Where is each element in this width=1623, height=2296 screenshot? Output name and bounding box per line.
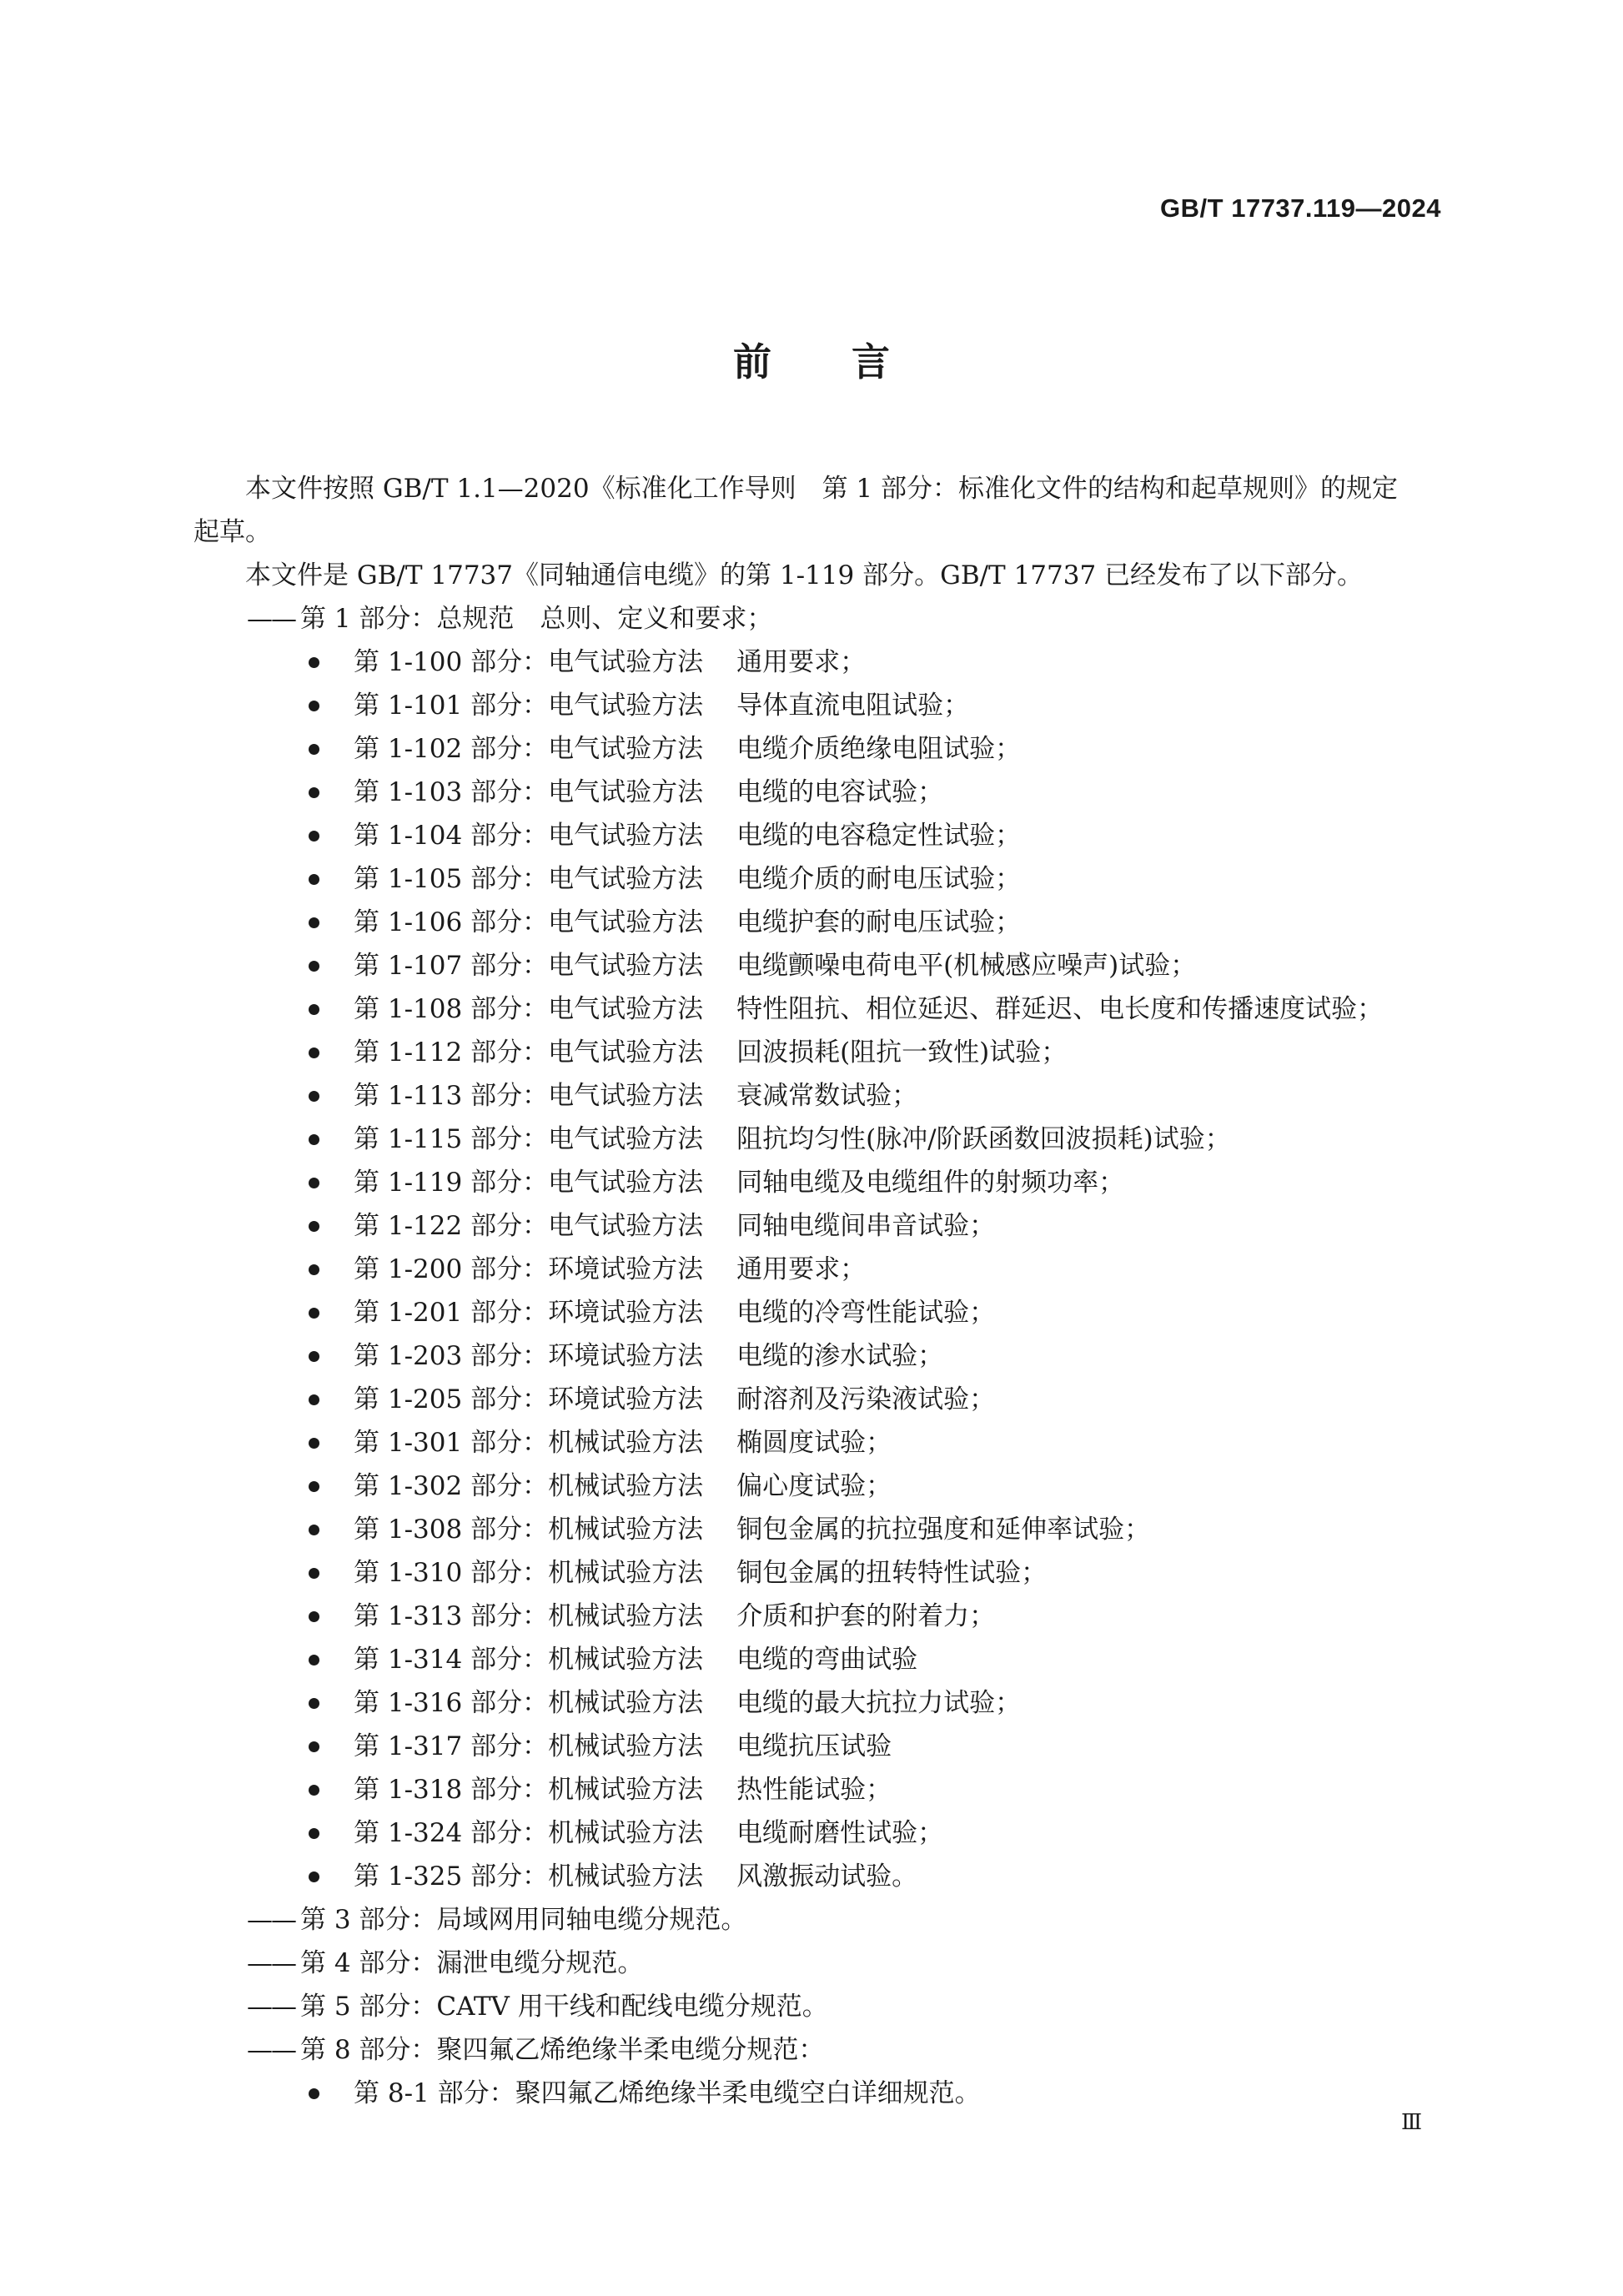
sub-part-title: 第 1-122 部分：电气试验方法 [354, 1211, 704, 1241]
sub-part-topic: 铜包金属的抗拉强度和延伸率试验； [736, 1515, 1151, 1545]
sub-part-item [193, 1725, 1445, 1768]
sub-part-item [193, 987, 1445, 1031]
sub-part-title: 第 1-113 部分：电气试验方法 [354, 1081, 704, 1111]
bullet-icon [309, 1828, 319, 1839]
sub-part-title: 第 1-314 部分：机械试验方法 [354, 1645, 704, 1675]
bullet-icon [309, 1134, 319, 1145]
sub-part-item [193, 771, 1445, 814]
parts-paragraph: 本文件是 GB/T 17737《同轴通信电缆》的第 1-119 部分。GB/T 17737 已经发布了以下部分。 [245, 560, 1364, 590]
intro-paragraph-continuation: 起草。 [193, 517, 271, 547]
bullet-icon [309, 1481, 319, 1492]
sub-part-item [193, 1291, 1445, 1334]
dash-marker: —— [247, 1905, 295, 1935]
bullet-icon [309, 787, 319, 798]
sub-part-title: 第 1-103 部分：电气试验方法 [354, 777, 704, 807]
sub-part-item [193, 1334, 1445, 1378]
sub-part-title: 第 1-325 部分：机械试验方法 [354, 1861, 704, 1892]
sub-part-text [307, 857, 1021, 901]
sub-part-topic: 电缆颤噪电荷电平(机械感应噪声)试验； [736, 951, 1197, 981]
sub-part-text [307, 727, 1021, 771]
sub-part-item [193, 641, 1445, 684]
part-text: 第 3 部分：局域网用同轴电缆分规范。 [300, 1905, 747, 1935]
bullet-icon [309, 1741, 319, 1752]
bullet-icon [309, 1568, 319, 1579]
sub-part-topic: 电缆介质的耐电压试验； [736, 864, 1022, 894]
part-list-item [193, 1942, 1445, 1985]
sub-part-item [193, 944, 1445, 987]
sub-part-title: 第 1-115 部分：电气试验方法 [354, 1124, 704, 1154]
sub-part-title: 第 1-108 部分：电气试验方法 [354, 994, 704, 1024]
dash-marker: —— [247, 604, 295, 634]
sub-part-text [307, 1204, 995, 1248]
bullet-icon [309, 874, 319, 885]
sub-part-topic: 热性能试验； [736, 1775, 892, 1805]
sub-part-item [193, 1855, 1445, 1898]
sub-part-item [193, 1595, 1445, 1638]
part-list-item [193, 597, 1445, 641]
bullet-icon [309, 1785, 319, 1796]
sub-part-item [193, 1161, 1445, 1204]
sub-part-text [307, 1248, 866, 1291]
intro-paragraph-line: 本文件按照 GB/T 1.1—2020《标准化工作导则 第 1 部分：标准化文件的结构和起草规则》的规定 [245, 474, 1398, 504]
sub-part-item [193, 1378, 1445, 1421]
bullet-icon [309, 1351, 319, 1362]
sub-part-item [193, 814, 1445, 857]
sub-part-text [307, 1855, 917, 1898]
sub-part-topic: 铜包金属的扭转特性试验； [736, 1558, 1048, 1588]
dash-marker: —— [247, 2035, 295, 2065]
sub-part-text [307, 987, 1383, 1031]
bullet-icon [309, 1091, 319, 1102]
sub-part-text [307, 1768, 892, 1811]
sub-part-item [193, 727, 1445, 771]
sub-part-item [193, 857, 1445, 901]
sub-part-text [307, 1334, 943, 1378]
sub-part-text [307, 1031, 1067, 1074]
part1-sublist [193, 641, 1445, 1898]
dash-marker: —— [247, 1948, 295, 1978]
sub-part-topic: 电缆介质绝缘电阻试验； [736, 734, 1022, 764]
sub-part-title: 第 1-313 部分：机械试验方法 [354, 1601, 704, 1631]
sub-part-text [307, 901, 1021, 944]
bullet-icon [309, 701, 319, 711]
sub-part-text [307, 1681, 1021, 1725]
part8-sublist [193, 2072, 1445, 2115]
bullet-icon [309, 1264, 319, 1275]
sub-part-title: 第 1-200 部分：环境试验方法 [354, 1254, 704, 1284]
bullet-icon [309, 744, 319, 755]
sub-part-item [193, 1031, 1445, 1074]
sub-part-title: 第 1-201 部分：环境试验方法 [354, 1298, 704, 1328]
sub-part-title: 第 1-107 部分：电气试验方法 [354, 951, 704, 981]
bullet-icon [309, 1438, 319, 1449]
sub-part-text [307, 1291, 995, 1334]
sub-part-text [307, 1811, 943, 1855]
bullet-icon [309, 1178, 319, 1188]
sub-part-title: 第 1-105 部分：电气试验方法 [354, 864, 704, 894]
sub-part-text [307, 641, 866, 684]
sub-part-item [193, 684, 1445, 727]
part-list-item [193, 2028, 1445, 2072]
sub-part-topic: 电缆抗压试验 [736, 1731, 892, 1761]
dash-marker: —— [247, 1992, 295, 2022]
sub-part-topic: 特性阻抗、相位延迟、群延迟、电长度和传播速度试验； [736, 994, 1384, 1024]
sub-part-topic: 电缆的冷弯性能试验； [736, 1298, 996, 1328]
sub-part-topic: 同轴电缆间串音试验； [736, 1211, 996, 1241]
sub-part-text [307, 1378, 995, 1421]
sub-part-item [193, 2072, 1445, 2115]
sub-part-item [193, 1551, 1445, 1595]
sub-part-text [307, 1551, 1047, 1595]
sub-part-title: 第 1-106 部分：电气试验方法 [354, 907, 704, 937]
sub-part-topic: 电缆护套的耐电压试验； [736, 907, 1022, 937]
sub-part-text [307, 684, 969, 727]
sub-part-topic: 阻抗均匀性(脉冲/阶跃函数回波损耗)试验； [736, 1124, 1231, 1154]
sub-part-topic: 导体直流电阻试验； [736, 691, 970, 721]
bullet-icon [309, 1611, 319, 1622]
sub-part-item [193, 1681, 1445, 1725]
sub-part-topic: 电缆耐磨性试验； [736, 1818, 944, 1848]
part-text: 第 5 部分：CATV 用干线和配线电缆分规范。 [300, 1992, 828, 2022]
part-text: 第 8 部分：聚四氟乙烯绝缘半柔电缆分规范： [300, 2035, 825, 2065]
bullet-icon [309, 961, 319, 972]
bullet-icon [309, 2088, 319, 2099]
sub-part-text [307, 1638, 917, 1681]
bullet-icon [309, 1048, 319, 1058]
sub-part-title: 第 1-318 部分：机械试验方法 [354, 1775, 704, 1805]
sub-part-item [193, 901, 1445, 944]
sub-part-item [193, 1118, 1445, 1161]
document-body [193, 467, 1445, 2115]
sub-part-title: 第 1-302 部分：机械试验方法 [354, 1471, 704, 1501]
sub-part-text [307, 2072, 981, 2115]
sub-part-title: 第 1-203 部分：环境试验方法 [354, 1341, 704, 1371]
standard-number: GB/T 17737.119—2024 [1160, 193, 1441, 223]
sub-part-title: 第 1-101 部分：电气试验方法 [354, 691, 704, 721]
sub-part-topic: 电缆的弯曲试验 [736, 1645, 918, 1675]
sub-part-title: 第 8-1 部分：聚四氟乙烯绝缘半柔电缆空白详细规范。 [354, 2078, 981, 2108]
sub-part-text [307, 1161, 1124, 1204]
sub-part-text [307, 1074, 917, 1118]
part-text: 第 1 部分：总规范 总则、定义和要求； [300, 604, 773, 634]
sub-part-title: 第 1-316 部分：机械试验方法 [354, 1688, 704, 1718]
bullet-icon [309, 1394, 319, 1405]
sub-part-item [193, 1204, 1445, 1248]
sub-part-title: 第 1-205 部分：环境试验方法 [354, 1384, 704, 1414]
sub-part-title: 第 1-102 部分：电气试验方法 [354, 734, 704, 764]
bullet-icon [309, 1004, 319, 1015]
part-list-item [193, 1985, 1445, 2028]
sub-part-text [307, 1465, 892, 1508]
bullet-icon [309, 1871, 319, 1882]
sub-part-topic: 电缆的最大抗拉力试验； [736, 1688, 1022, 1718]
sub-part-topic: 回波损耗(阻抗一致性)试验； [736, 1037, 1068, 1068]
sub-part-topic: 电缆的电容稳定性试验； [736, 821, 1022, 851]
sub-part-topic: 同轴电缆及电缆组件的射频功率； [736, 1168, 1125, 1198]
sub-part-topic: 耐溶剂及污染液试验； [736, 1384, 996, 1414]
sub-part-item [193, 1638, 1445, 1681]
sub-part-topic: 椭圆度试验； [736, 1428, 892, 1458]
bullet-icon [309, 657, 319, 668]
sub-part-title: 第 1-308 部分：机械试验方法 [354, 1515, 704, 1545]
sub-part-text [307, 814, 1021, 857]
sub-part-topic: 电缆的渗水试验； [736, 1341, 944, 1371]
sub-part-topic: 介质和护套的附着力； [736, 1601, 996, 1631]
sub-part-topic: 偏心度试验； [736, 1471, 892, 1501]
page-number: Ⅲ [1401, 2110, 1423, 2135]
sub-part-title: 第 1-324 部分：机械试验方法 [354, 1818, 704, 1848]
sub-part-text [307, 1595, 995, 1638]
page-title: 前言 [733, 339, 970, 384]
sub-part-text [307, 771, 943, 814]
part-text: 第 4 部分：漏泄电缆分规范。 [300, 1948, 644, 1978]
sub-part-title: 第 1-112 部分：电气试验方法 [354, 1037, 704, 1068]
sub-part-item [193, 1248, 1445, 1291]
sub-part-text [307, 1725, 892, 1768]
sub-part-title: 第 1-119 部分：电气试验方法 [354, 1168, 704, 1198]
sub-part-item [193, 1811, 1445, 1855]
sub-part-title: 第 1-100 部分：电气试验方法 [354, 647, 704, 677]
sub-part-title: 第 1-310 部分：机械试验方法 [354, 1558, 704, 1588]
bullet-icon [309, 1525, 319, 1535]
sub-part-topic: 通用要求； [736, 1254, 867, 1284]
sub-part-item [193, 1465, 1445, 1508]
sub-part-item [193, 1508, 1445, 1551]
sub-part-topic: 风激振动试验。 [736, 1861, 918, 1892]
sub-part-title: 第 1-317 部分：机械试验方法 [354, 1731, 704, 1761]
bullet-icon [309, 1221, 319, 1232]
bullet-icon [309, 917, 319, 928]
bullet-icon [309, 1698, 319, 1709]
sub-part-text [307, 1118, 1231, 1161]
sub-part-item [193, 1421, 1445, 1465]
bullet-icon [309, 1308, 319, 1319]
sub-part-text [307, 944, 1196, 987]
bullet-icon [309, 1655, 319, 1665]
sub-part-item [193, 1768, 1445, 1811]
sub-part-topic: 衰减常数试验； [736, 1081, 918, 1111]
part-list-item [193, 1898, 1445, 1942]
bullet-icon [309, 831, 319, 842]
sub-part-topic: 通用要求； [736, 647, 867, 677]
sub-part-topic: 电缆的电容试验； [736, 777, 944, 807]
sub-part-text [307, 1421, 892, 1465]
sub-part-text [307, 1508, 1150, 1551]
sub-part-title: 第 1-104 部分：电气试验方法 [354, 821, 704, 851]
sub-part-title: 第 1-301 部分：机械试验方法 [354, 1428, 704, 1458]
sub-part-item [193, 1074, 1445, 1118]
